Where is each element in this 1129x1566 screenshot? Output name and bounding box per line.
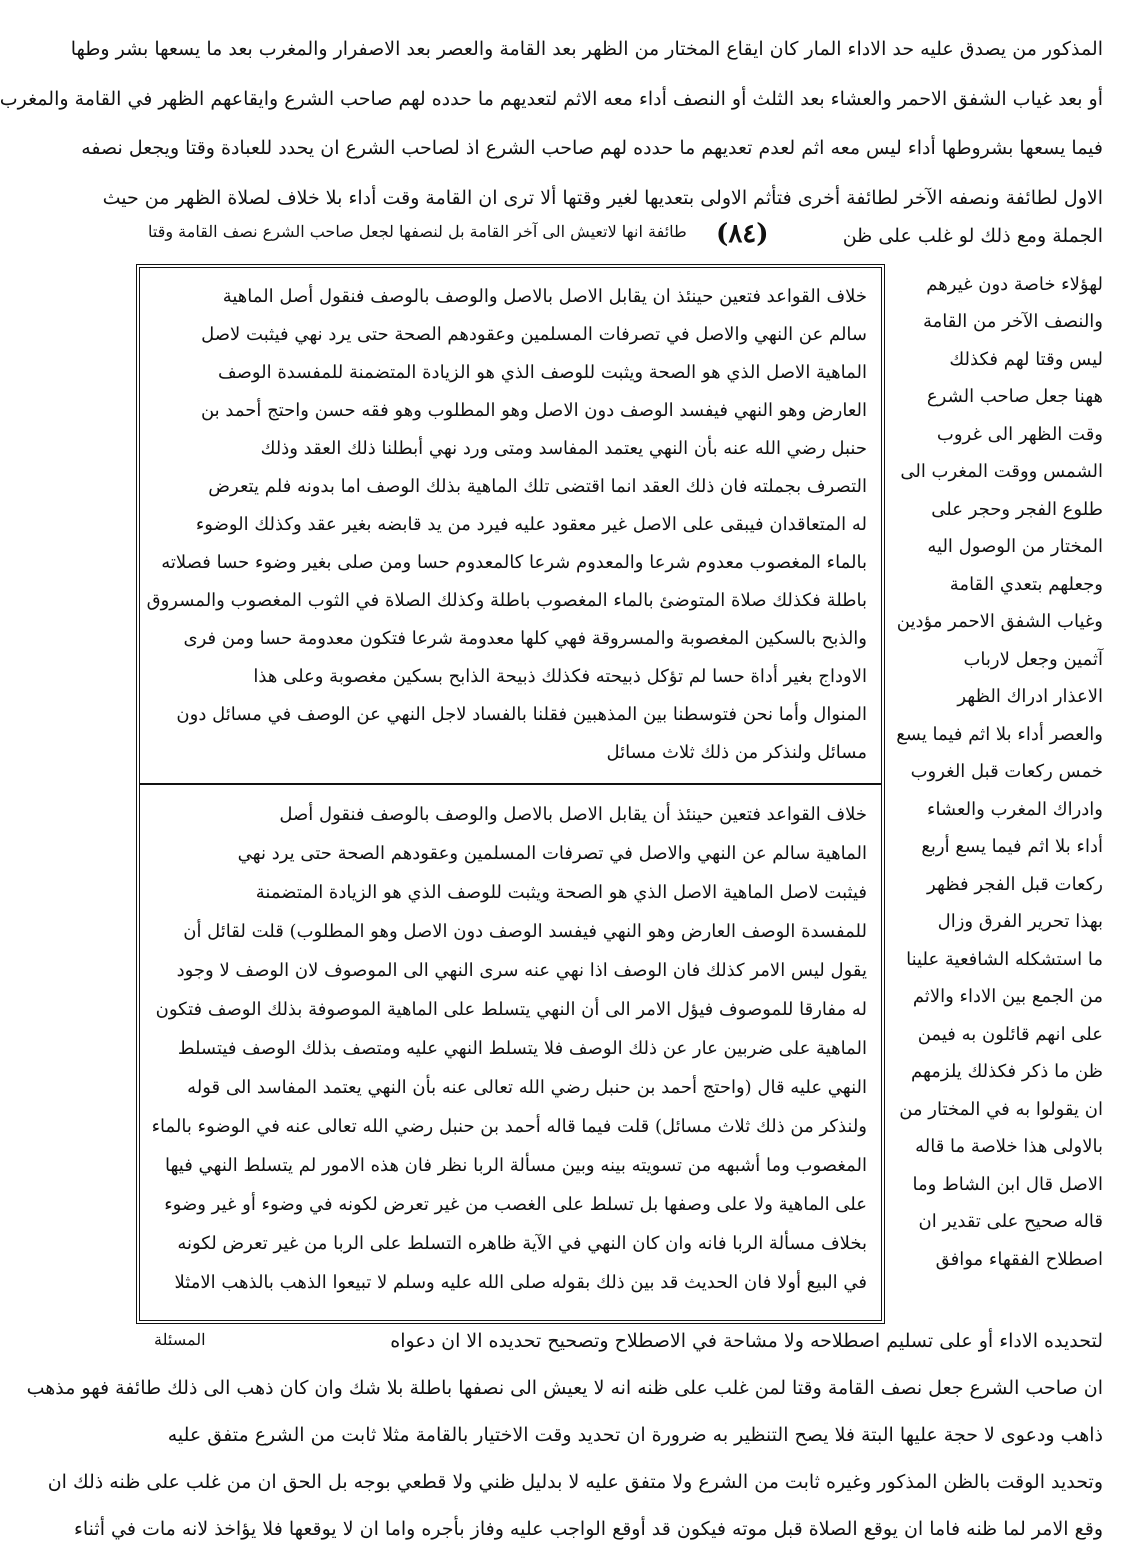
side-line: بالاولى هذا خلاصة ما قاله: [915, 1136, 1103, 1157]
side-line: لهؤلاء خاصة دون غيرهم: [926, 274, 1103, 295]
text-line: ذاهب ودعوى لا حجة عليها البتة فلا يصح التنظير به ضرورة ان تحديد وقت الاختيار بالقامة مثلا ثابت من الشرع متفق عليه: [167, 1424, 1103, 1446]
commentary-line: سالم عن النهي والاصل في تصرفات المسلمين وعقودهم الصحة حتى يرد نهي فيثبت لاصل: [201, 324, 867, 345]
text-line: ان صاحب الشرع جعل نصف القامة وقتا لمن غلب على ظنه انه لا يعيش الى نصفها باطلة بلا شك وان كان ذهب الى ذلك طائفة فهو مذهب: [26, 1377, 1103, 1399]
side-line: ههنا جعل صاحب الشرع: [926, 386, 1103, 407]
commentary-line: يقول ليس الامر كذلك فان الوصف اذا نهي عنه سرى النهي الى الموصوف لان الوصف لا وجود: [176, 960, 867, 981]
commentary-line: النهي عليه قال (واحتج أحمد بن حنبل رضي الله تعالى عنه بأن النهي يعتمد المفاسد الى قوله: [187, 1077, 867, 1098]
text-line: الجملة ومع ذلك لو غلب على ظن: [842, 225, 1103, 247]
side-line: على انهم قائلون به فيمن: [917, 1024, 1103, 1045]
commentary-line: العارض وهو النهي فيفسد الوصف دون الاصل وهو المطلوب وهو فقه حسن واحتج أحمد بن: [200, 400, 867, 421]
commentary-line: المنوال وأما نحن فتوسطنا بين المذهبين فقلنا بالفساد لاجل النهي عن الوصف في مسائل دون: [176, 704, 867, 725]
side-line: ركعات قبل الفجر فظهر: [927, 874, 1103, 895]
side-line: وغياب الشفق الاحمر مؤدين: [896, 611, 1103, 632]
side-line: أداء بلا اثم فيما يسع أربع: [921, 836, 1103, 857]
side-line: خمس ركعات قبل الغروب: [910, 761, 1103, 782]
commentary-line: بخلاف مسألة الربا فانه وان كان النهي في الآية ظاهره التسلط على الربا من غير تعرض لكونه: [177, 1233, 867, 1254]
side-line: ان يقولوا به في المختار من: [899, 1099, 1103, 1120]
side-line: ظن ما ذكر فكذلك يلزمهم: [910, 1061, 1103, 1082]
commentary-line: له مفارقا للموصوف فيؤل الامر الى أن النهي يتسلط على الماهية الموصوفة بذلك الوصف فتكون: [155, 999, 867, 1020]
side-line: الاعذار ادراك الظهر: [957, 686, 1103, 707]
side-line: الشمس ووقت المغرب الى: [900, 461, 1103, 482]
text-line: وقع الامر لما ظنه فاما ان يوقع الصلاة قبل موته فيكون قد أوقع الواجب عليه وفاز بأجره واما ان لا يوقعها فلا يؤاخذ لانه مات في أثناء: [73, 1518, 1103, 1540]
commentary-line: الماهية الاصل الذي هو الصحة ويثبت للوصف الذي هو الزيادة المتضمنة للمفسدة الوصف: [217, 362, 867, 383]
running-header: طائفة انها لاتعيش الى آخر القامة بل لنصفها لجعل صاحب الشرع نصف القامة وقتا: [148, 222, 687, 241]
commentary-line: بالماء المغصوب معدوم شرعا والمعدوم شرعا كالمعدوم حسا ومن صلى بغير وضوء حسا فصلاته: [161, 552, 867, 573]
section-label: المسئلة: [154, 1330, 206, 1349]
commentary-line: والذبح بالسكين المغصوبة والمسروقة فهي كلها معدومة شرعا فتكون معدومة حسا ومن فرى: [183, 628, 867, 649]
commentary-line: الماهية سالم عن النهي والاصل في تصرفات المسلمين وعقودهم الصحة حتى يرد نهي: [237, 843, 867, 864]
side-line: والنصف الآخر من القامة: [922, 311, 1103, 332]
commentary-line: مسائل ولنذكر من ذلك ثلاث مسائل: [606, 742, 867, 763]
commentary-line: فيثبت لاصل الماهية الاصل الذي هو الصحة ويثبت للوصف الذي هو الزيادة المتضمنة: [255, 882, 867, 903]
side-line: ليس وقتا لهم فكذلك: [949, 349, 1103, 370]
page-number: (٨٤): [716, 219, 769, 249]
commentary-line: له المتعاقدان فيبقى على الاصل غير معقود عليه فيرد من يد قابضه بغير عقد وكذلك الوضوء: [195, 514, 867, 535]
commentary-line: في البيع أولا فان الحديث قد بين ذلك بقوله صلى الله عليه وسلم لا تبيعوا الذهب بالذهب الامثلا: [174, 1272, 867, 1293]
commentary-line: خلاف القواعد فتعين حينئذ ان يقابل الاصل بالاصل والوصف بالوصف فنقول أصل الماهية: [222, 286, 867, 307]
text-line: المذكور من يصدق عليه حد الاداء المار كان ايقاع المختار من الظهر بعد القامة والعصر بعد الاصفرار والمغرب بعد ما يسعها بشر وطها: [70, 38, 1103, 60]
side-line: والعصر أداء بلا اثم فيما يسع: [896, 724, 1103, 745]
side-line: طلوع الفجر وحجر على: [931, 499, 1103, 520]
side-line: آثمين وجعل لارباب: [963, 649, 1103, 670]
side-line: وقت الظهر الى غروب: [936, 424, 1103, 445]
text-line: لتحديده الاداء أو على تسليم اصطلاحه ولا مشاحة في الاصطلاح وتصحيح تحديده الا ان دعواه: [390, 1330, 1103, 1352]
commentary-line: الاوداج بغير أداة حسا لم تؤكل ذبيحته فكذلك ذبيحة الذابح بسكين مغصوبة وعلى هذا: [253, 666, 867, 687]
side-line: وجعلهم بتعدي القامة: [949, 574, 1103, 595]
side-line: الاصل قال ابن الشاط وما: [912, 1174, 1103, 1195]
text-line: فيما يسعها بشروطها أداء ليس معه اثم لعدم تعديهم ما حدده لهم صاحب الشرع اذ لصاحب الشرع ان يحدد للعبادة وقتا ويجعل نصفه: [81, 137, 1103, 159]
side-line: وادراك المغرب والعشاء: [926, 799, 1103, 820]
side-line: ما استشكله الشافعية علينا: [906, 949, 1103, 970]
commentary-line: على الماهية ولا على وصفها بل تسلط على الغصب من غير تعرض لكونه في وضوء أو غير وضوء: [164, 1194, 867, 1215]
commentary-line: حنبل رضي الله عنه بأن النهي يعتمد المفاسد ومتى ورد نهي أبطلنا ذلك العقد وذلك: [260, 438, 867, 459]
commentary-line: الماهية على ضربين عار عن ذلك الوصف فلا يتسلط النهي عليه ومتصف بذلك الوصف فيتسلط: [177, 1038, 867, 1059]
side-line: المختار من الوصول اليه: [927, 536, 1103, 557]
side-line: اصطلاح الفقهاء موافق: [935, 1249, 1103, 1270]
commentary-line: خلاف القواعد فتعين حينئذ أن يقابل الاصل بالاصل والوصف بالوصف فنقول أصل: [279, 804, 867, 825]
side-line: قاله صحيح على تقدير ان: [918, 1211, 1103, 1232]
commentary-line: للمفسدة الوصف العارض وهو النهي فيفسد الوصف دون الاصل وهو المطلوب) قلت لقائل أن: [183, 921, 867, 942]
commentary-line: التصرف بجملته فان ذلك العقد انما اقتضى تلك الماهية بذلك الوصف اما بدونه فلم يتعرض: [208, 476, 867, 497]
frame-divider: [140, 783, 881, 785]
commentary-line: المغصوب وما أشبهه من تسويته بينه وبين مسألة الربا نظر فان هذه الامور لم يتسلط النهي فيها: [165, 1155, 867, 1176]
text-line: أو بعد غياب الشفق الاحمر والعشاء بعد الثلث أو النصف أداء معه الاثم لتعديهم ما حدده لهم صاحب الشرع وايقاعهم الظهر في القامة والمغرب: [0, 88, 1103, 110]
side-line: من الجمع بين الاداء والاثم: [912, 986, 1103, 1007]
commentary-line: باطلة فكذلك صلاة المتوضئ بالماء المغصوب باطلة وكذلك الصلاة في الثوب المغصوب والمسروق: [146, 590, 867, 611]
commentary-line: ولنذكر من ذلك ثلاث مسائل) قلت فيما قاله أحمد بن حنبل رضي الله تعالى عنه في الوضوء بالماء: [151, 1116, 867, 1137]
text-line: وتحديد الوقت بالظن المذكور وغيره ثابت من الشرع ولا متفق عليه لا بدليل ظني ولا قطعي بوجه بل الحق ان من غلب على ظنه ذلك ان: [47, 1471, 1103, 1493]
side-line: بهذا تحرير الفرق وزال: [937, 911, 1103, 932]
text-line: الاول لطائفة ونصفه الآخر لطائفة أخرى فتأثم الاولى بتعديها لغير وقتها ألا ترى ان القامة وقت أداء بلا خلاف لصلاة الظهر من حيث: [102, 187, 1103, 209]
